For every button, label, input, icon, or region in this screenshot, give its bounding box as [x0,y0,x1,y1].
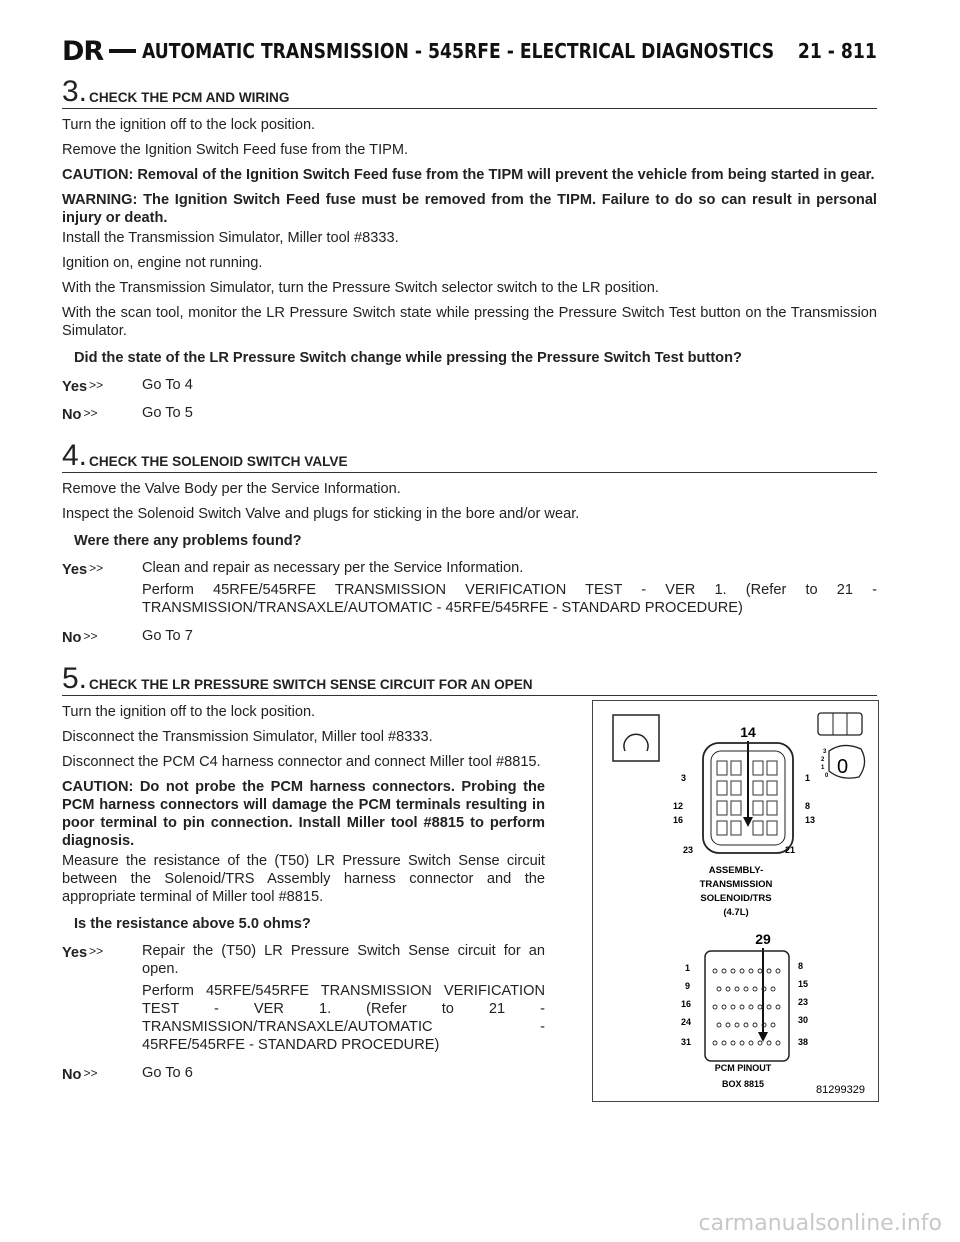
answer-label: No [62,407,82,423]
pcm-pins-icon [713,969,780,1045]
instruction: Remove the Ignition Switch Feed fuse from the TIPM. [62,142,409,158]
arrow-glyph: >> [83,1066,98,1080]
caution-note: CAUTION: Do not probe the PCM harness connectors. Probing the PCM harness connectors will damage the PCM terminals resulting in poor terminal to pin connection. Install Miller tool #8815 to perform diagnosis. [62,779,545,849]
pin-label: 1 [685,963,691,973]
arrow-glyph: >> [89,378,104,392]
answer-yes [62,942,545,1058]
step-title: CHECK THE PCM AND WIRING [89,90,290,105]
instruction: With the Transmission Simulator, turn the Pressure Switch selector switch to the LR position. [62,280,659,296]
answer-label: Yes [62,945,88,961]
answer-no [62,1064,545,1086]
wiring-figure [592,700,879,1102]
answer-text: Go To 5 [142,405,193,421]
step-title: CHECK THE SOLENOID SWITCH VALVE [89,454,348,469]
pin-label: 8 [798,961,804,971]
answer-text: Go To 6 [142,1065,193,1081]
pin-label: 23 [798,997,809,1007]
page-number: 21 - 811 [798,39,877,63]
answer-yes [62,376,877,398]
step-number: 5. [62,662,88,695]
answer-no [62,627,877,649]
answer-text: Go To 4 [142,377,193,393]
pin-label: 12 [673,801,684,811]
pin-label: 13 [805,815,816,825]
warning-note: WARNING: The Ignition Switch Feed fuse must be removed from the TIPM. Failure to do so can result in personal injury or death. [62,192,877,226]
answer-text: Clean and repair as necessary per the Service Information. [142,560,524,576]
instruction: Ignition on, engine not running. [62,255,263,271]
pin-label: 15 [798,979,809,989]
pin-14-label: 14 [740,724,756,740]
assembly-label: SOLENOID/TRS [700,893,772,904]
diagnostic-question: Is the resistance above 5.0 ohms? [74,916,311,932]
answer-label: Yes [62,379,88,395]
arrow-glyph: >> [83,406,98,420]
assembly-label: TRANSMISSION [699,879,773,890]
instruction: Inspect the Solenoid Switch Valve and plugs for sticking in the bore and/or wear. [62,506,580,522]
pin-29-label: 29 [755,931,771,947]
diagnostic-question: Did the state of the LR Pressure Switch change while pressing the Pressure Switch Test button? [74,350,742,366]
pointer-arrow [758,1032,768,1042]
ohmmeter-icon [613,715,659,761]
meter-reading: 0 [837,756,849,778]
answer-text: Repair the (T50) LR Pressure Switch Sense circuit for an open. [142,943,545,977]
meter-scale: 0 [825,773,829,779]
meter-scale: 2 [821,757,825,763]
pin-label: 3 [681,773,687,783]
meter-scale: 3 [823,749,827,755]
header-rule [109,49,136,53]
answer-yes [62,559,877,621]
header-model: DR [62,35,104,67]
header-title: AUTOMATIC TRANSMISSION - 545RFE - ELECTRICAL DIAGNOSTICS [141,39,775,63]
pin-label: 24 [681,1017,692,1027]
connector-diagram [593,701,878,1101]
instruction: Measure the resistance of the (T50) LR Pressure Switch Sense circuit between the Solenoid/TRS Assembly harness connector and the appropriate terminal of Miller tool #8815. [62,853,545,905]
arrow-glyph: >> [89,944,104,958]
assembly-label: ASSEMBLY- [708,865,764,876]
step-number: 4. [62,439,88,472]
meter-scale: 1 [821,765,825,771]
step-4-heading [62,439,877,473]
pin-label: 30 [798,1015,809,1025]
step-5-text [62,703,545,1086]
watermark: carmanualsonline.info [698,1211,942,1236]
answer-label: Yes [62,562,88,578]
box-label: BOX 8815 [721,1079,765,1089]
answer-label: No [62,630,82,646]
omega-icon [624,734,648,751]
page-header [62,36,877,66]
instruction: With the scan tool, monitor the LR Pressure Switch state while pressing the Pressure Switch Test button on the Transmission Simulator. [62,305,877,339]
step-5-heading [62,662,877,696]
arrow-glyph: >> [89,561,104,575]
instruction: Turn the ignition off to the lock position. [62,117,316,133]
diagnostic-question: Were there any problems found? [74,533,302,549]
answer-text: Go To 7 [142,628,193,644]
pcm-pinout-label: PCM PINOUT [714,1063,772,1073]
pin-label: 9 [685,981,691,991]
pin-label: 8 [805,801,811,811]
pointer-arrow [743,817,753,827]
instruction: Install the Transmission Simulator, Miller tool #8333. [62,230,399,246]
instruction: Turn the ignition off to the lock position. [62,704,316,720]
step-number: 3. [62,75,88,108]
step-3-heading [62,75,877,109]
pin-label: 21 [785,845,796,855]
instruction: Disconnect the PCM C4 harness connector and connect Miller tool #8815. [62,754,541,770]
caution-note: CAUTION: Removal of the Ignition Switch Feed fuse from the TIPM will prevent the vehicle from being started in gear. [62,167,875,183]
answer-text: Perform 45RFE/545RFE TRANSMISSION VERIFICATION TEST - VER 1. (Refer to 21 - TRANSMISSION/TRANSAXLE/AUTOMATIC - 45RFE/545RFE - STANDARD PROCEDURE) [142,983,545,1053]
arrow-glyph: >> [83,629,98,643]
answer-no [62,404,877,426]
instruction: Disconnect the Transmission Simulator, Miller tool #8333. [62,729,433,745]
instruction: Remove the Valve Body per the Service Information. [62,481,401,497]
pin-label: 31 [681,1037,692,1047]
pin-label: 1 [805,773,811,783]
pin-label: 38 [798,1037,809,1047]
pin-label: 23 [683,845,694,855]
figure-id: 81299329 [816,1084,865,1096]
answer-text: Perform 45RFE/545RFE TRANSMISSION VERIFICATION TEST - VER 1. (Refer to 21 - TRANSMISSION/TRANSAXLE/AUTOMATIC - 45RFE/545RFE - STANDARD PROCEDURE) [142,582,877,616]
pin-label: 16 [673,815,684,825]
pin-label: 16 [681,999,692,1009]
answer-label: No [62,1067,82,1083]
step-title: CHECK THE LR PRESSURE SWITCH SENSE CIRCUIT FOR AN OPEN [89,677,533,692]
assembly-label: (4.7L) [723,907,749,918]
harness-plug-icon [818,713,862,735]
